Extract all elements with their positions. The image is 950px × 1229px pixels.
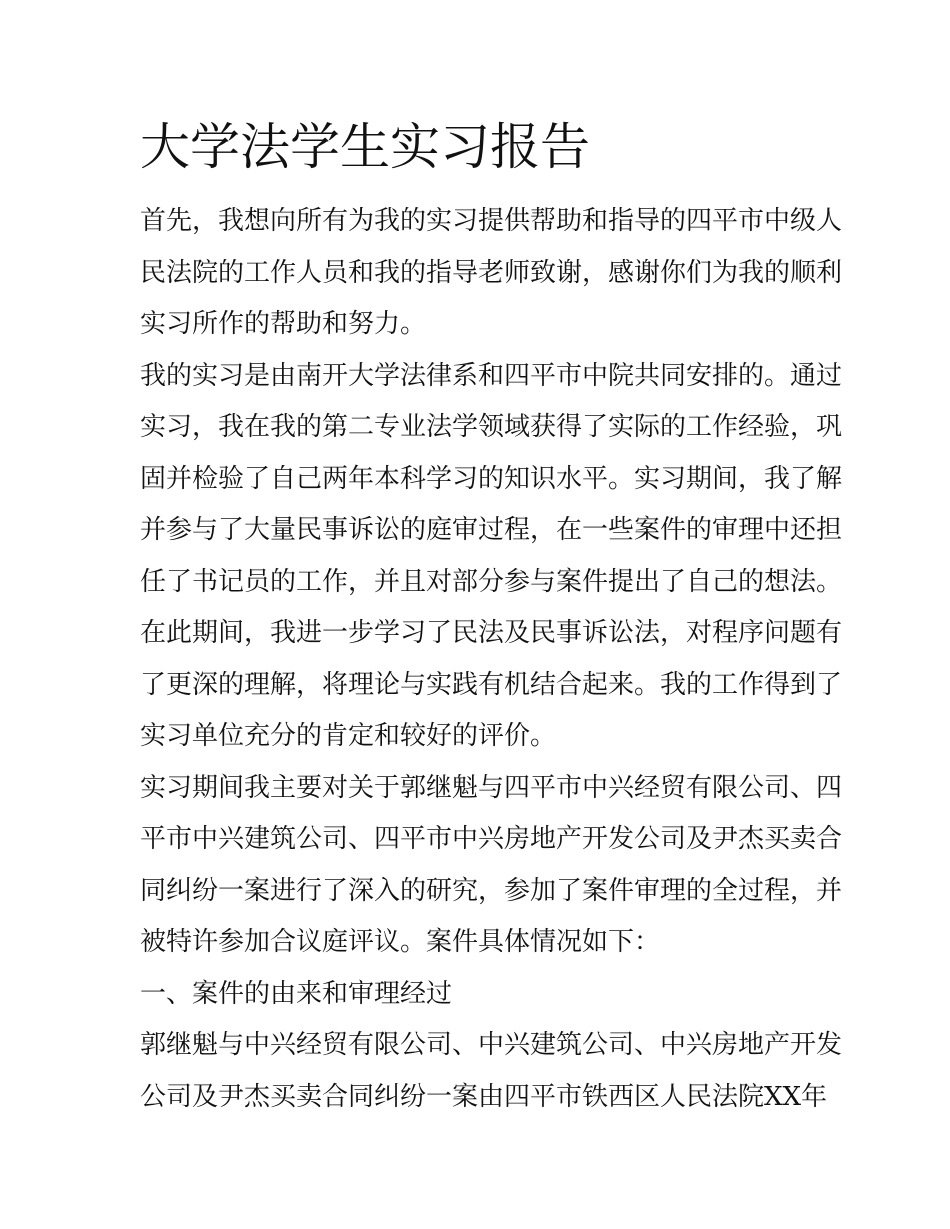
text-line: 实习单位充分的肯定和较好的评价。 — [140, 721, 557, 751]
text-line: 民法院的工作人员和我的指导老师致谢，感谢你们为我的顺利 — [140, 257, 843, 288]
text-line: 任了书记员的工作，并且对部分参与案件提出了自己的想法。 — [140, 566, 843, 597]
text-line: 我的实习是由南开大学法律系和四平市中院共同安排的。通过 — [140, 360, 843, 391]
text-line: 实习所作的帮助和努力。 — [140, 309, 427, 339]
text-line: 首先，我想向所有为我的实习提供帮助和指导的四平市中级人 — [140, 206, 843, 236]
text-line: 在此期间，我进一步学习了民法及民事诉讼法，对程序问题有 — [140, 618, 843, 648]
text-line: 平市中兴建筑公司、四平市中兴房地产开发公司及尹杰买卖合 — [140, 824, 843, 854]
text-line: 并参与了大量民事诉讼的庭审过程，在一些案件的审理中还担 — [140, 515, 843, 545]
text-line: 实习，我在我的第二专业法学领域获得了实际的工作经验，巩 — [140, 412, 843, 442]
text-line: 了更深的理解，将理论与实践有机结合起来。我的工作得到了 — [140, 669, 843, 700]
section-heading: 一、案件的由来和审理经过 — [140, 978, 453, 1009]
text-line: 公司及尹杰买卖合同纠纷一案由四平市铁西区人民法院XX年 — [140, 1081, 828, 1112]
document-body — [140, 196, 843, 1123]
text-line: 郭继魁与中兴经贸有限公司、中兴建筑公司、中兴房地产开发 — [140, 1030, 843, 1060]
document-title: 大学法学生实习报告 — [140, 118, 590, 176]
text-line: 固并检验了自己两年本科学习的知识水平。实习期间，我了解 — [140, 463, 843, 494]
text-line: 同纠纷一案进行了深入的研究，参加了案件审理的全过程，并 — [140, 875, 843, 906]
text-line: 被特许参加合议庭评议。案件具体情况如下： — [140, 927, 661, 957]
text-line: 实习期间我主要对关于郭继魁与四平市中兴经贸有限公司、四 — [140, 772, 843, 803]
